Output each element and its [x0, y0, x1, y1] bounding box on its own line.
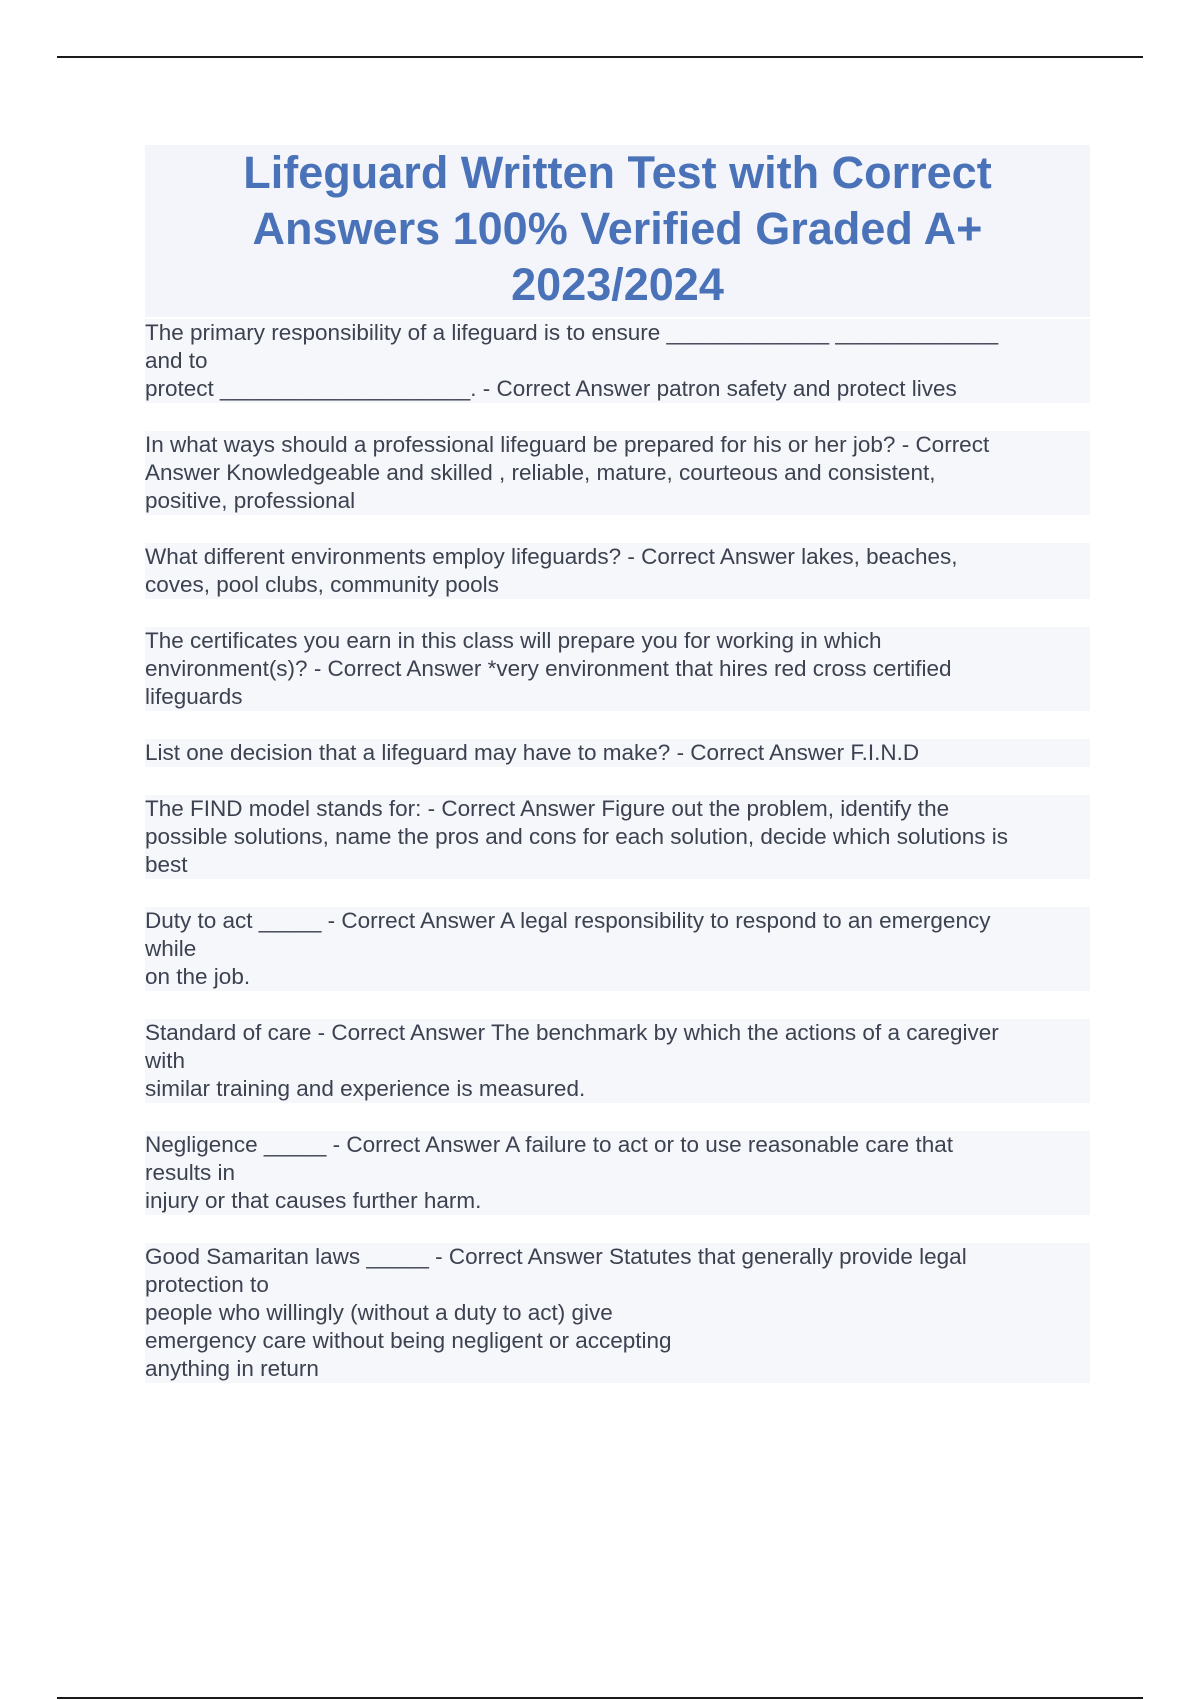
- qa-line: Answer Knowledgeable and skilled , reliable, mature, courteous and consistent,: [145, 459, 1090, 487]
- document-page: [145, 145, 1090, 1411]
- qa-line: on the job.: [145, 963, 1090, 991]
- qa-line: environment(s)? - Correct Answer *very environment that hires red cross certified: [145, 655, 1090, 683]
- bottom-rule: [57, 1697, 1143, 1699]
- qa-item-duty-to-act: [145, 907, 1090, 991]
- title-line-2: Answers 100% Verified Graded A+: [252, 203, 983, 254]
- qa-line: protection to: [145, 1271, 1090, 1299]
- qa-item-primary-responsibility: [145, 319, 1090, 403]
- qa-line: and to: [145, 347, 1090, 375]
- qa-line: List one decision that a lifeguard may have to make? - Correct Answer F.I.N.D: [145, 739, 1090, 767]
- qa-line: similar training and experience is measured.: [145, 1075, 1090, 1103]
- qa-line: injury or that causes further harm.: [145, 1187, 1090, 1215]
- title-line-3: 2023/2024: [511, 259, 724, 310]
- qa-item-professional-preparation: [145, 431, 1090, 515]
- qa-line: The certificates you earn in this class will prepare you for working in which: [145, 627, 1090, 655]
- qa-item-find-model: [145, 795, 1090, 879]
- qa-line: positive, professional: [145, 487, 1090, 515]
- qa-line: possible solutions, name the pros and cons for each solution, decide which solutions is: [145, 823, 1090, 851]
- qa-line: Duty to act _____ - Correct Answer A legal responsibility to respond to an emergency: [145, 907, 1090, 935]
- qa-line: protect ____________________. - Correct Answer patron safety and protect lives: [145, 375, 1090, 403]
- qa-line: The FIND model stands for: - Correct Answer Figure out the problem, identify the: [145, 795, 1090, 823]
- qa-line: best: [145, 851, 1090, 879]
- qa-line: Negligence _____ - Correct Answer A failure to act or to use reasonable care that: [145, 1131, 1090, 1159]
- qa-line: anything in return: [145, 1355, 1090, 1383]
- qa-line: while: [145, 935, 1090, 963]
- top-rule: [57, 56, 1143, 58]
- qa-line: results in: [145, 1159, 1090, 1187]
- qa-line: What different environments employ lifeguards? - Correct Answer lakes, beaches,: [145, 543, 1090, 571]
- qa-item-certificates: [145, 627, 1090, 711]
- qa-item-environments: [145, 543, 1090, 599]
- qa-line: coves, pool clubs, community pools: [145, 571, 1090, 599]
- qa-item-negligence: [145, 1131, 1090, 1215]
- qa-item-decision: [145, 739, 1090, 767]
- qa-line: Standard of care - Correct Answer The benchmark by which the actions of a caregiver: [145, 1019, 1090, 1047]
- qa-line: Good Samaritan laws _____ - Correct Answer Statutes that generally provide legal: [145, 1243, 1090, 1271]
- qa-line: The primary responsibility of a lifeguard is to ensure _____________ _____________: [145, 319, 1090, 347]
- qa-line: In what ways should a professional lifeguard be prepared for his or her job? - Correct: [145, 431, 1090, 459]
- qa-list: [145, 319, 1090, 1383]
- qa-item-good-samaritan: [145, 1243, 1090, 1383]
- document-title: [145, 145, 1090, 317]
- qa-line: emergency care without being negligent or accepting: [145, 1327, 1090, 1355]
- qa-line: with: [145, 1047, 1090, 1075]
- qa-item-standard-of-care: [145, 1019, 1090, 1103]
- qa-line: lifeguards: [145, 683, 1090, 711]
- qa-line: people who willingly (without a duty to act) give: [145, 1299, 1090, 1327]
- title-line-1: Lifeguard Written Test with Correct: [243, 147, 992, 198]
